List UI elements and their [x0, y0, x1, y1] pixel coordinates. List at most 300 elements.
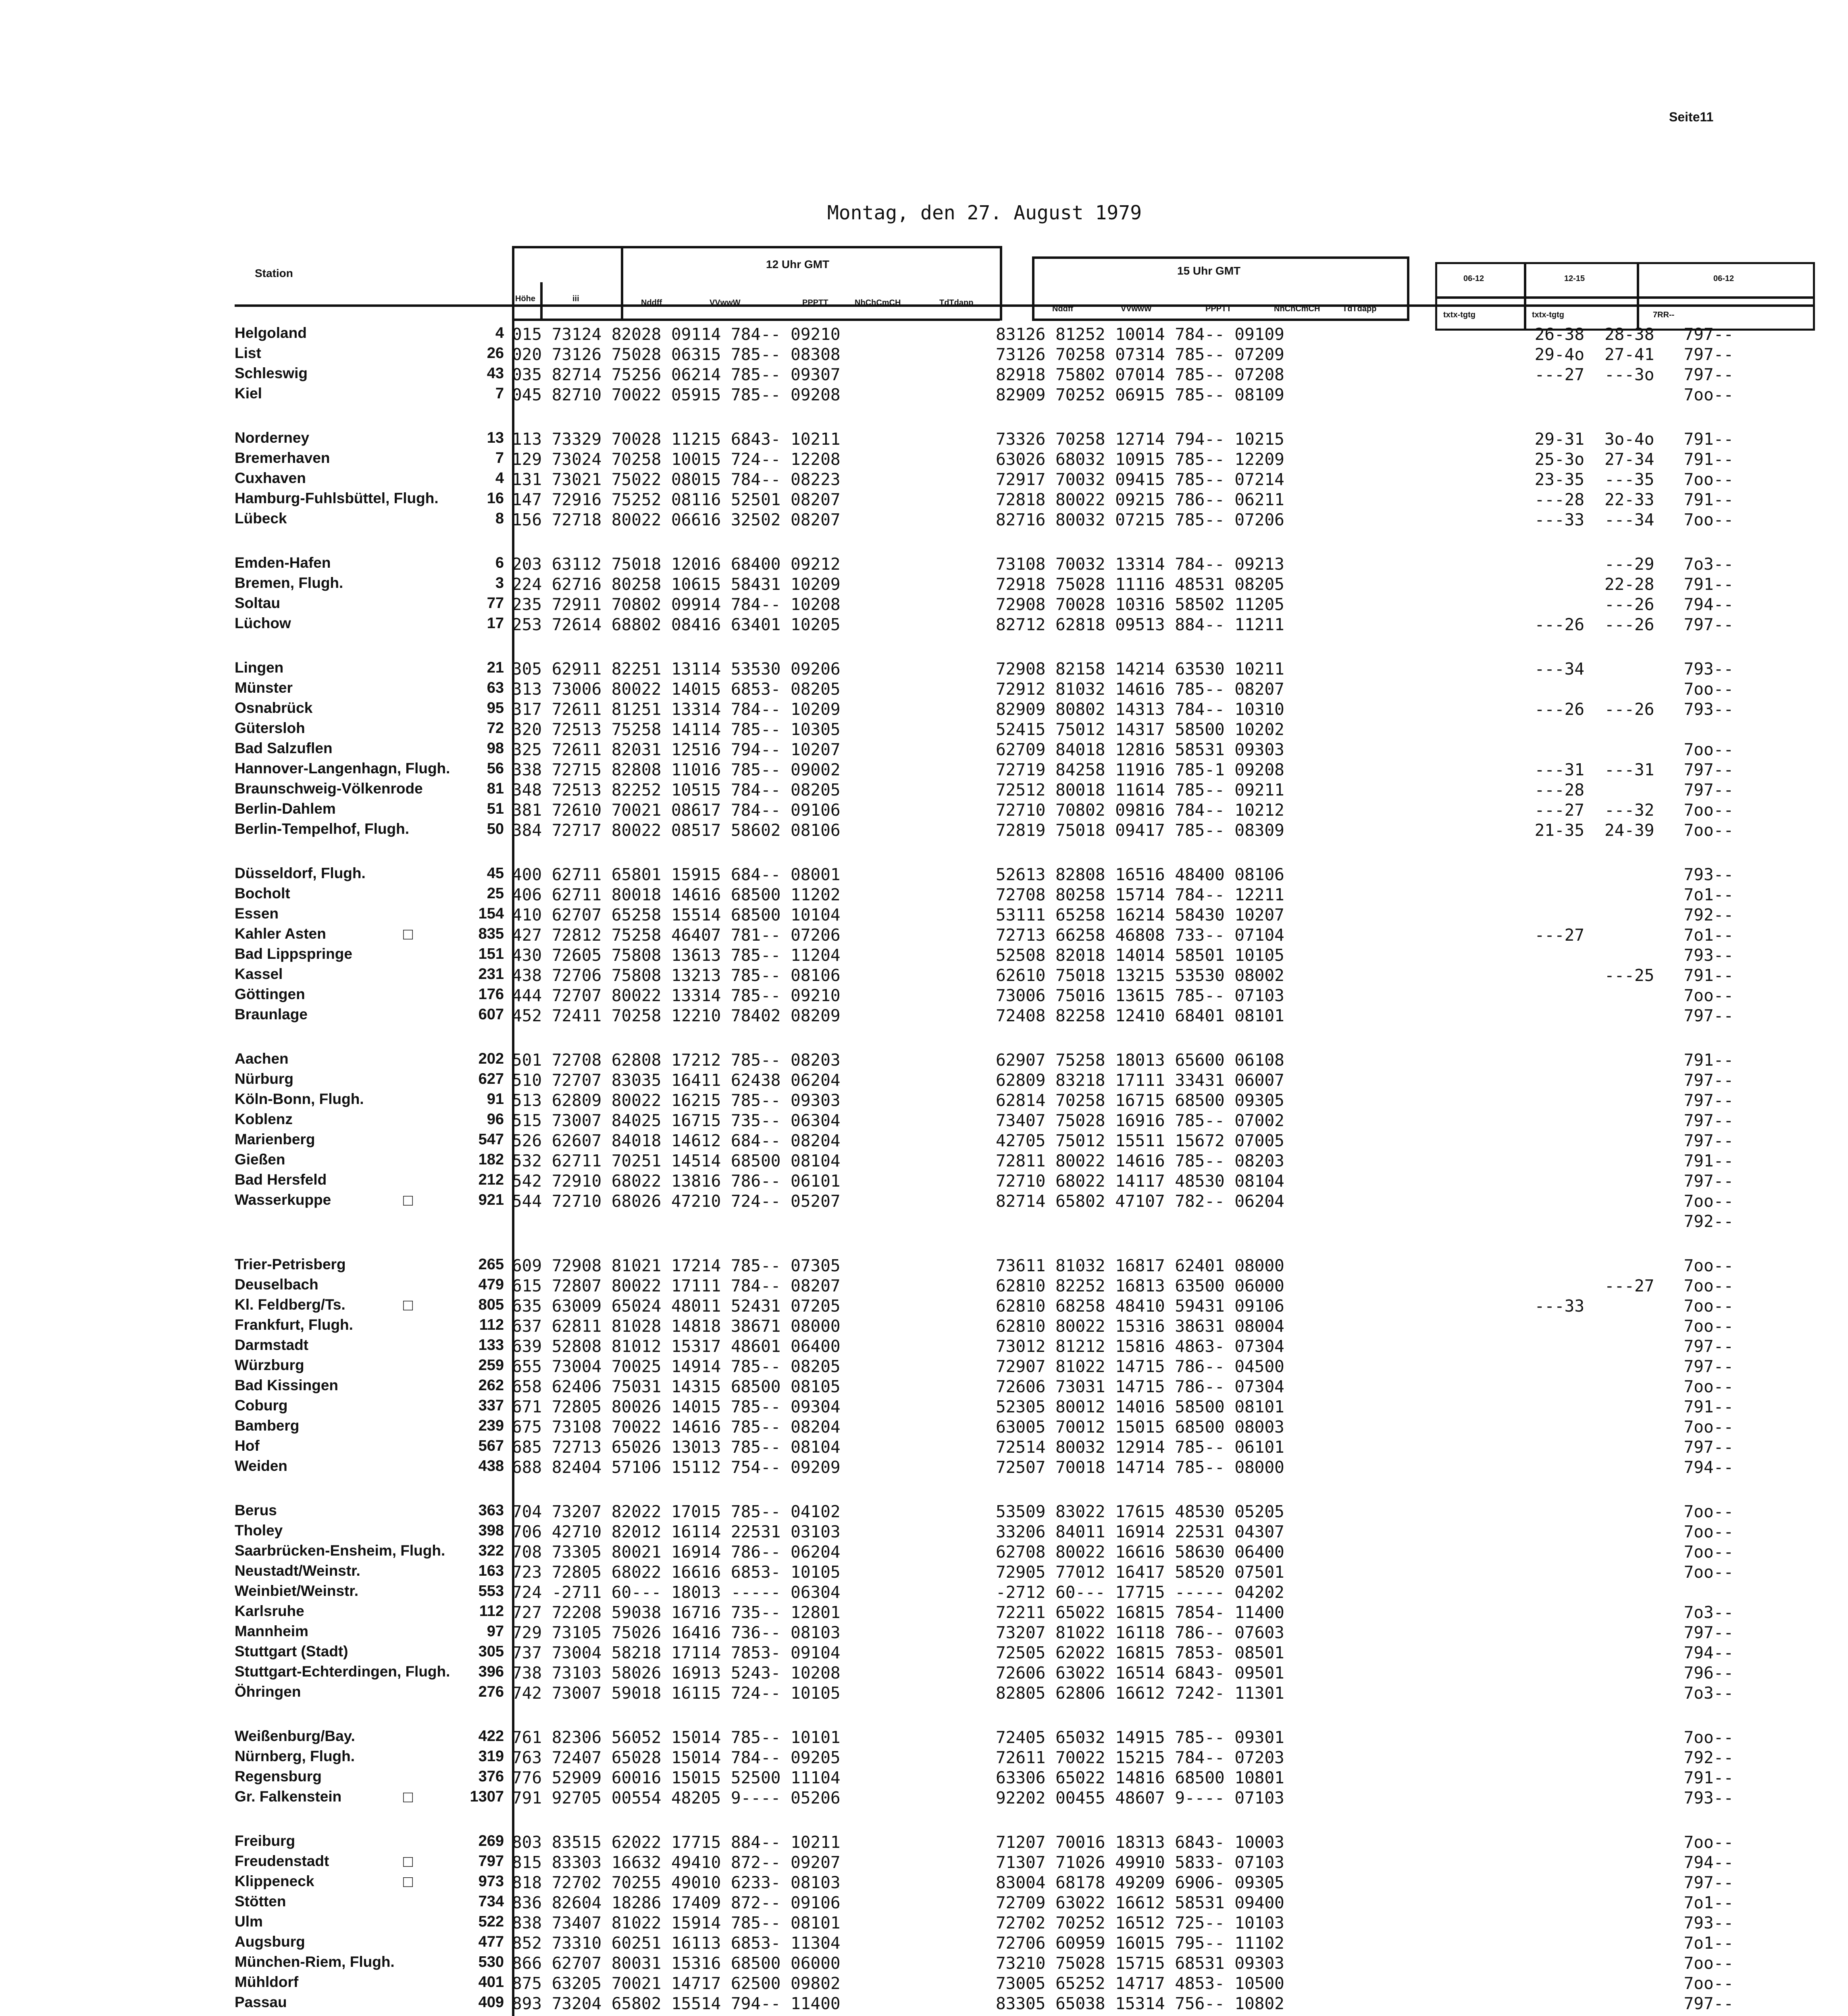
station-name: Bad Hersfeld: [235, 1171, 327, 1188]
table-row: [0, 595, 1848, 616]
obs-12-utc: 675 73108 70022 14616 785-- 08204: [512, 1417, 841, 1437]
station-height: 151: [478, 946, 504, 962]
col-nhch-12: NhChCmCH: [855, 298, 901, 307]
obs-15-utc: 82712 62818 09513 884-- 11211: [996, 615, 1284, 634]
table-row: [0, 1050, 1848, 1071]
station-name: Essen: [235, 905, 279, 922]
table-row: [0, 821, 1848, 841]
obs-12-utc: 763 72407 65028 15014 784-- 09205: [512, 1748, 841, 1767]
range-12-15: 27-41: [1605, 345, 1654, 364]
precip-06-12: 797--: [1684, 1337, 1734, 1356]
station-height: 3: [495, 575, 504, 591]
obs-15-utc: 72606 73031 14715 786-- 07304: [996, 1377, 1284, 1396]
obs-12-utc: 852 73310 60251 16113 6853- 11304: [512, 1933, 841, 1953]
station-height: 21: [487, 659, 504, 676]
table-row: [0, 450, 1848, 471]
obs-12-utc: 761 82306 56052 15014 785-- 10101: [512, 1728, 841, 1747]
table-row: [0, 885, 1848, 906]
precip-06-12: 797--: [1684, 325, 1734, 344]
station-height: 479: [478, 1276, 504, 1293]
range-12-15: ---32: [1605, 800, 1654, 820]
station-height: 305: [478, 1643, 504, 1660]
station-name: Hannover-Langenhagn, Flugh.: [235, 760, 450, 777]
obs-12-utc: 317 72611 81251 13314 784-- 10209: [512, 700, 841, 719]
range-12-15: ---34: [1605, 510, 1654, 529]
station-height: 553: [478, 1583, 504, 1599]
obs-12-utc: 544 72710 68026 47210 724-- 05207: [512, 1191, 841, 1211]
col-vvwww-12: VVwwW: [710, 298, 741, 307]
station-height: 91: [487, 1091, 504, 1108]
station-name: Kl. Feldberg/Ts.: [235, 1296, 345, 1313]
station-name: Stuttgart (Stadt): [235, 1643, 348, 1660]
col-nddff-12: Nddff: [641, 298, 662, 307]
station-name: Kiel: [235, 385, 262, 402]
obs-15-utc: 62709 84018 12816 58531 09303: [996, 740, 1284, 759]
station-height: 477: [478, 1933, 504, 1950]
precip-06-12: 797--: [1684, 1091, 1734, 1110]
obs-15-utc: 71307 71026 49910 5833- 07103: [996, 1853, 1284, 1872]
station-name: Bremerhaven: [235, 450, 330, 466]
range-06-12: ---28: [1534, 490, 1584, 509]
precip-06-12: 797--: [1684, 1070, 1734, 1090]
obs-12-utc: 658 62406 75031 14315 68500 08105: [512, 1377, 841, 1396]
range-06-12: 29-31: [1534, 429, 1584, 449]
precip-06-12: 793--: [1684, 946, 1734, 965]
station-name: Soltau: [235, 595, 281, 611]
station-height: 112: [479, 1603, 504, 1620]
precip-06-12: 7o1--: [1684, 1933, 1734, 1953]
obs-12-utc: 803 83515 62022 17715 884-- 10211: [512, 1833, 841, 1852]
table-row: [0, 720, 1848, 741]
table-row: [0, 679, 1848, 700]
table-row: [0, 700, 1848, 721]
precip-06-12: 797--: [1684, 345, 1734, 364]
obs-12-utc: 838 73407 81022 15914 785-- 08101: [512, 1913, 841, 1933]
range-06-12: ---34: [1534, 659, 1584, 679]
precip-06-12: 7oo--: [1684, 1502, 1734, 1521]
obs-15-utc: 82909 80802 14313 784-- 10310: [996, 700, 1284, 719]
obs-12-utc: 510 72707 83035 16411 62438 06204: [512, 1070, 841, 1090]
station-height: 45: [487, 865, 504, 882]
obs-15-utc: 72408 82258 12410 68401 08101: [996, 1006, 1284, 1025]
range-12-15: ---25: [1605, 966, 1654, 985]
range-06-12: ---31: [1534, 760, 1584, 779]
station-height: 239: [478, 1417, 504, 1434]
station-height: 176: [478, 986, 504, 1003]
station-name: Hof: [235, 1437, 260, 1454]
range-06-12: ---27: [1534, 365, 1584, 384]
group-15-header: 15 Uhr GMT: [1177, 264, 1241, 277]
station-height: 547: [478, 1131, 504, 1148]
station-height: 95: [487, 700, 504, 716]
precip-06-12: 7o3--: [1684, 1683, 1734, 1703]
station-height: 163: [478, 1562, 504, 1579]
precip-06-12: 7o3--: [1684, 1603, 1734, 1622]
obs-12-utc: 513 62809 80022 16215 785-- 09303: [512, 1091, 841, 1110]
obs-12-utc: 313 73006 80022 14015 6853- 08205: [512, 679, 841, 699]
table-row: [0, 1296, 1848, 1317]
obs-15-utc: 72719 84258 11916 785-1 09208: [996, 760, 1284, 779]
station-height: 97: [487, 1623, 504, 1640]
range-12-15: 22-33: [1605, 490, 1654, 509]
station-name: Mühldorf: [235, 1974, 299, 1990]
station-height: 567: [478, 1437, 504, 1454]
station-height: 376: [478, 1768, 504, 1785]
table-row: [0, 429, 1848, 450]
obs-12-utc: 203 63112 75018 12016 68400 09212: [512, 554, 841, 574]
obs-15-utc: 63026 68032 10915 785-- 12209: [996, 450, 1284, 469]
station-height: 81: [487, 780, 504, 797]
station-height: 63: [487, 679, 504, 696]
range-06-12: 29-4o: [1534, 345, 1584, 364]
obs-12-utc: 131 73021 75022 08015 784-- 08223: [512, 470, 841, 489]
obs-15-utc: 62809 83218 17111 33431 06007: [996, 1070, 1284, 1090]
table-row: [0, 1091, 1848, 1112]
station-name: Köln-Bonn, Flugh.: [235, 1091, 364, 1107]
table-row: [0, 1748, 1848, 1769]
obs-12-utc: 532 62711 70251 14514 68500 08104: [512, 1151, 841, 1170]
sub-txtx-2: txtx-tgtg: [1532, 310, 1564, 319]
station-name: Emden-Hafen: [235, 554, 331, 571]
table-row: [0, 1663, 1848, 1684]
station-height: 154: [478, 905, 504, 922]
range-06-12: ---26: [1534, 615, 1584, 634]
station-name: Kassel: [235, 966, 283, 982]
station-height: 409: [478, 1994, 504, 2011]
range-12-15: ---26: [1605, 595, 1654, 614]
table-row: [0, 1377, 1848, 1398]
obs-12-utc: 438 72706 75808 13213 785-- 08106: [512, 966, 841, 985]
precip-06-12: 7oo--: [1684, 1542, 1734, 1562]
precip-06-12: 793--: [1684, 1788, 1734, 1808]
station-height: 50: [487, 821, 504, 837]
table-row: [0, 1111, 1848, 1132]
precip-06-12: 791--: [1684, 966, 1734, 985]
obs-12-utc: 609 72908 81021 17214 785-- 07305: [512, 1256, 841, 1275]
range-06-12: ---33: [1534, 1296, 1584, 1316]
precip-06-12: 797--: [1684, 1006, 1734, 1025]
precip-06-12: 7oo--: [1684, 1417, 1734, 1437]
range-12-15: 12-15: [1564, 274, 1585, 283]
obs-12-utc: 791 92705 00554 48205 9---- 05206: [512, 1788, 841, 1808]
obs-15-utc: 72710 68022 14117 48530 08104: [996, 1171, 1284, 1191]
station-name: Bad Lippspringe: [235, 946, 352, 962]
table-row: [0, 966, 1848, 987]
precip-06-12: 7oo--: [1684, 510, 1734, 529]
precip-06-12: 791--: [1684, 1050, 1734, 1070]
precip-06-12: 7o1--: [1684, 885, 1734, 904]
obs-12-utc: 430 72605 75808 13613 785-- 11204: [512, 946, 841, 965]
station-height: 7: [495, 450, 504, 467]
col-nhch-15: NhChCmCH: [1274, 304, 1320, 313]
precip-06-12: 797--: [1684, 1873, 1734, 1892]
obs-15-utc: 72405 65032 14915 785-- 09301: [996, 1728, 1284, 1747]
obs-15-utc: 73611 81032 16817 62401 08000: [996, 1256, 1284, 1275]
station-height: 259: [478, 1357, 504, 1374]
table-row: [0, 1623, 1848, 1644]
station-name: Helgoland: [235, 325, 307, 341]
obs-12-utc: 818 72702 70255 49010 6233- 08103: [512, 1873, 841, 1892]
obs-12-utc: 706 42710 82012 16114 22531 03103: [512, 1522, 841, 1541]
station-height: 262: [478, 1377, 504, 1394]
station-name: Frankfurt, Flugh.: [235, 1316, 353, 1333]
table-row: [0, 325, 1848, 346]
table-row: [0, 1357, 1848, 1378]
station-name: Koblenz: [235, 1111, 293, 1127]
station-name: Lüchow: [235, 615, 291, 631]
precip-06-12: 7oo--: [1684, 1191, 1734, 1211]
precip-06-12: 797--: [1684, 1623, 1734, 1642]
precip-06-12: 7oo--: [1684, 679, 1734, 699]
obs-15-utc: 62814 70258 16715 68500 09305: [996, 1091, 1284, 1110]
obs-12-utc: 384 72717 80022 08517 58602 08106: [512, 821, 841, 840]
obs-12-utc: 866 62707 80031 15316 68500 06000: [512, 1954, 841, 1973]
precip-06-12: 797--: [1684, 365, 1734, 384]
station-name: Bremen, Flugh.: [235, 575, 343, 591]
station-height: 396: [478, 1663, 504, 1680]
obs-12-utc: 410 62707 65258 15514 68500 10104: [512, 905, 841, 925]
table-row: [0, 510, 1848, 531]
station-height: 43: [487, 365, 504, 382]
range-12-15: ---26: [1605, 700, 1654, 719]
obs-15-utc: 83004 68178 49209 6906- 09305: [996, 1873, 1284, 1892]
range-12-15: ---31: [1605, 760, 1654, 779]
station-height: 734: [478, 1893, 504, 1910]
obs-12-utc: 235 72911 70802 09914 784-- 10208: [512, 595, 841, 614]
station-name: Bad Salzuflen: [235, 740, 333, 756]
station-height: 627: [478, 1070, 504, 1087]
obs-15-utc: 63306 65022 14816 68500 10801: [996, 1768, 1284, 1787]
obs-12-utc: 348 72513 82252 10515 784-- 08205: [512, 780, 841, 800]
station-height: 16: [487, 490, 504, 507]
station-height: 319: [478, 1748, 504, 1765]
iii-header: iii: [572, 294, 579, 303]
obs-12-utc: 015 73124 82028 09114 784-- 09210: [512, 325, 841, 344]
station-height: 202: [478, 1050, 504, 1067]
col-tdtd-15: TdTdapp: [1342, 304, 1377, 313]
table-row: [0, 1417, 1848, 1438]
station-name: List: [235, 345, 261, 361]
station-name: Mannheim: [235, 1623, 308, 1639]
table-row: [0, 1768, 1848, 1789]
obs-12-utc: 776 52909 60016 15015 52500 11104: [512, 1768, 841, 1787]
station-name: Nürburg: [235, 1070, 293, 1087]
obs-12-utc: 637 62811 81028 14818 38671 08000: [512, 1316, 841, 1336]
station-name: Freudenstadt: [235, 1853, 329, 1869]
precip-06-12: 7oo--: [1684, 800, 1734, 820]
table-row: [0, 946, 1848, 966]
station-name: Passau: [235, 1994, 287, 2010]
marker-box: □: [403, 1296, 413, 1314]
station-height: 401: [478, 1974, 504, 1991]
range-12-15: ---35: [1605, 470, 1654, 489]
station-name: Aachen: [235, 1050, 289, 1067]
obs-12-utc: 671 72805 80026 14015 785-- 09304: [512, 1397, 841, 1416]
obs-15-utc: 72905 77012 16417 58520 07501: [996, 1562, 1284, 1582]
obs-12-utc: 325 72611 82031 12516 794-- 10207: [512, 740, 841, 759]
table-row: [0, 865, 1848, 886]
station-name: Stuttgart-Echterdingen, Flugh.: [235, 1663, 450, 1680]
obs-12-utc: 727 72208 59038 16716 735-- 12801: [512, 1603, 841, 1622]
station-height: 51: [487, 800, 504, 817]
station-name: Stötten: [235, 1893, 286, 1910]
station-height: 77: [487, 595, 504, 612]
station-name: Regensburg: [235, 1768, 322, 1785]
obs-15-utc: 72512 80018 11614 785-- 09211: [996, 780, 1284, 800]
obs-15-utc: 62810 82252 16813 63500 06000: [996, 1276, 1284, 1295]
obs-15-utc: 62810 80022 15316 38631 08004: [996, 1316, 1284, 1336]
station-height: 269: [478, 1833, 504, 1849]
precip-06-12: 7o1--: [1684, 1893, 1734, 1912]
station-height: 98: [487, 740, 504, 757]
station-name: Ulm: [235, 1913, 263, 1930]
obs-12-utc: 427 72812 75258 46407 781-- 07206: [512, 925, 841, 945]
station-height: 6: [495, 554, 504, 571]
station-name: Lingen: [235, 659, 284, 676]
table-row: [0, 1151, 1848, 1172]
obs-15-utc: 62907 75258 18013 65600 06108: [996, 1050, 1284, 1070]
station-height: 231: [478, 966, 504, 983]
station-height: 438: [478, 1458, 504, 1475]
obs-15-utc: 72811 80022 14616 785-- 08203: [996, 1151, 1284, 1170]
station-name: Karlsruhe: [235, 1603, 304, 1619]
precip-06-12: 793--: [1684, 659, 1734, 679]
station-name: Trier-Petrisberg: [235, 1256, 346, 1272]
obs-15-utc: 72819 75018 09417 785-- 08309: [996, 821, 1284, 840]
table-row: [0, 1337, 1848, 1358]
precip-06-12: 7oo--: [1684, 986, 1734, 1005]
marker-box: □: [403, 1873, 413, 1891]
obs-12-utc: 526 62607 84018 14612 684-- 08204: [512, 1131, 841, 1150]
obs-12-utc: 147 72916 75252 08116 52501 08207: [512, 490, 841, 509]
station-height: 72: [487, 720, 504, 737]
table-row: [0, 1853, 1848, 1874]
table-row: [0, 740, 1848, 761]
station-height: 322: [478, 1542, 504, 1559]
table-row: [0, 470, 1848, 491]
obs-15-utc: 72917 70032 09415 785-- 07214: [996, 470, 1284, 489]
table-row: [0, 1788, 1848, 1809]
table-row: [0, 554, 1848, 575]
station-name: Göttingen: [235, 986, 305, 1002]
group-12-header: 12 Uhr GMT: [766, 258, 830, 271]
precip-06-12: 791--: [1684, 490, 1734, 509]
range-06-12: ---26: [1534, 700, 1584, 719]
table-row: [0, 800, 1848, 821]
table-row: [0, 1933, 1848, 1954]
precip-06-12: 796--: [1684, 1663, 1734, 1683]
obs-12-utc: 738 73103 58026 16913 5243- 10208: [512, 1663, 841, 1683]
precip-06-12: 7oo--: [1684, 1276, 1734, 1295]
station-name: Norderney: [235, 429, 310, 446]
precip-06-12: 791--: [1684, 1397, 1734, 1416]
table-row: [0, 1974, 1848, 1995]
obs-12-utc: 381 72610 70021 08617 784-- 09106: [512, 800, 841, 820]
table-row: [0, 1833, 1848, 1854]
station-name: Deuselbach: [235, 1276, 318, 1293]
station-name: München-Riem, Flugh.: [235, 1954, 395, 1970]
obs-15-utc: 52613 82808 16516 48400 08106: [996, 865, 1284, 884]
table-row: [0, 1171, 1848, 1192]
col-nddff-15: Nddff: [1052, 304, 1074, 313]
table-row: [0, 1873, 1848, 1894]
station-height: 265: [478, 1256, 504, 1273]
station-name: Bamberg: [235, 1417, 300, 1434]
precip-06-12: 797--: [1684, 1171, 1734, 1191]
table-row: [0, 1212, 1848, 1233]
range-12-15: ---26: [1605, 615, 1654, 634]
obs-15-utc: 73006 75016 13615 785-- 07103: [996, 986, 1284, 1005]
station-height: 973: [478, 1873, 504, 1890]
marker-box: □: [403, 1788, 413, 1806]
obs-15-utc: 62810 68258 48410 59431 09106: [996, 1296, 1284, 1316]
precip-06-12: 791--: [1684, 429, 1734, 449]
table-row: [0, 1893, 1848, 1914]
precip-06-12: 7oo--: [1684, 1296, 1734, 1316]
obs-12-utc: 836 82604 18286 17409 872-- 09106: [512, 1893, 841, 1912]
station-height: 26: [487, 345, 504, 362]
station-name: Weiden: [235, 1458, 287, 1474]
precip-06-12: 7oo--: [1684, 385, 1734, 404]
station-header: Station: [255, 267, 293, 279]
obs-15-utc: 72706 60959 16015 795-- 11102: [996, 1933, 1284, 1953]
station-height: 921: [478, 1191, 504, 1208]
station-name: Wasserkuppe: [235, 1191, 331, 1208]
table-row: [0, 575, 1848, 596]
range-06-12: ---28: [1534, 780, 1584, 800]
obs-15-utc: 73108 70032 13314 784-- 09213: [996, 554, 1284, 574]
obs-15-utc: 33206 84011 16914 22531 04307: [996, 1522, 1284, 1541]
obs-12-utc: 737 73004 58218 17114 7853- 09104: [512, 1643, 841, 1662]
station-name: Weißenburg/Bay.: [235, 1728, 355, 1744]
station-name: Münster: [235, 679, 293, 696]
range-12-15: ---27: [1605, 1276, 1654, 1295]
station-name: Nürnberg, Flugh.: [235, 1748, 355, 1764]
hoehe-header: Höhe: [515, 294, 535, 303]
station-name: Kahler Asten: [235, 925, 326, 942]
table-row: [0, 365, 1848, 386]
marker-box: □: [403, 1853, 413, 1870]
obs-15-utc: 92202 00455 48607 9---- 07103: [996, 1788, 1284, 1808]
table-row: [0, 1603, 1848, 1624]
station-height: 835: [478, 925, 504, 942]
obs-15-utc: 72908 82158 14214 63530 10211: [996, 659, 1284, 679]
station-name: Tholey: [235, 1522, 283, 1539]
obs-12-utc: 542 72910 68022 13816 786-- 06101: [512, 1171, 841, 1191]
obs-12-utc: 724 -2711 60--- 18013 ----- 06304: [512, 1583, 841, 1602]
range-06-12: 26-38: [1534, 325, 1584, 344]
precip-06-12: 791--: [1684, 450, 1734, 469]
obs-12-utc: 156 72718 80022 06616 32502 08207: [512, 510, 841, 529]
table-row: [0, 1502, 1848, 1523]
col-vvwww-15: VVwwW: [1121, 304, 1152, 313]
table-row: [0, 780, 1848, 801]
table-row: [0, 1437, 1848, 1458]
precip-06-12: 797--: [1684, 615, 1734, 634]
obs-15-utc: 62610 75018 13215 53530 08002: [996, 966, 1284, 985]
page-number: Seite11: [1669, 110, 1714, 124]
station-height: 1307: [470, 1788, 504, 1805]
table-row: [0, 1643, 1848, 1664]
station-name: Cuxhaven: [235, 470, 306, 486]
station-height: 805: [478, 1296, 504, 1313]
table-row: [0, 1070, 1848, 1091]
obs-15-utc: 83126 81252 10014 784-- 09109: [996, 325, 1284, 344]
obs-12-utc: 305 62911 82251 13114 53530 09206: [512, 659, 841, 679]
station-height: 96: [487, 1111, 504, 1128]
station-height: 398: [478, 1522, 504, 1539]
table-row: [0, 1006, 1848, 1027]
